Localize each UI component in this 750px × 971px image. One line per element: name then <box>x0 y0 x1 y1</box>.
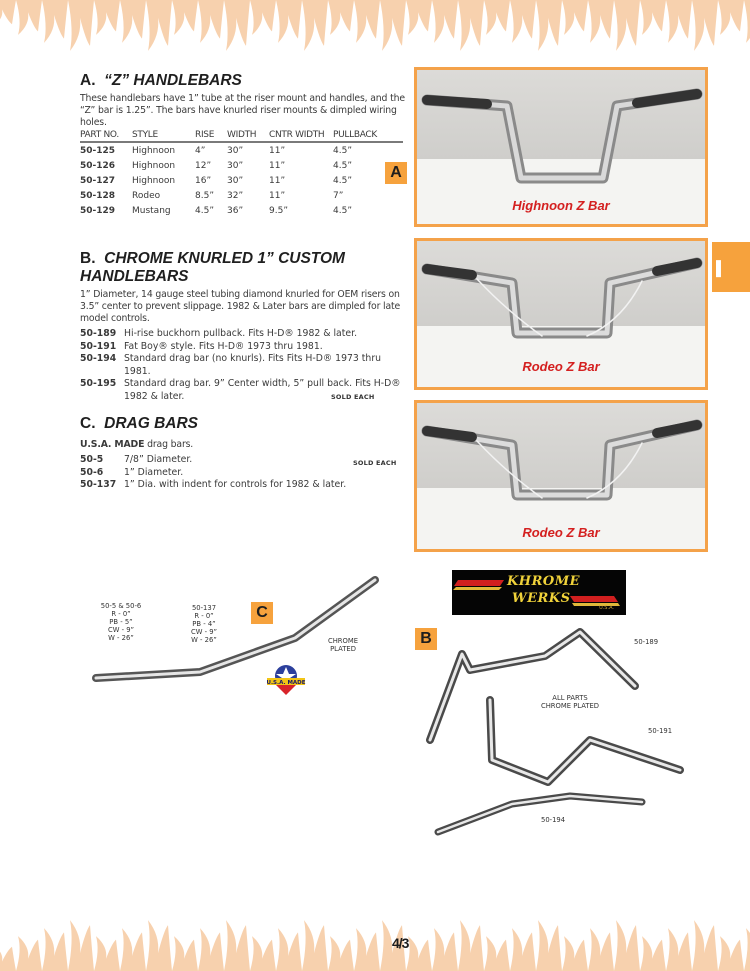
flame-shape <box>302 0 328 51</box>
flame-shape <box>744 0 750 43</box>
list-item <box>80 467 410 480</box>
flame-shape <box>328 936 354 971</box>
flame-shape <box>588 0 614 43</box>
flame-shape <box>484 936 510 971</box>
spec-line: W - 26” <box>108 634 134 642</box>
cell-rise: 4” <box>195 146 206 156</box>
flame-shape <box>484 0 510 35</box>
col-cntr-width: CNTR WIDTH <box>269 130 333 142</box>
flame-shape <box>692 0 718 51</box>
list-item <box>80 341 410 354</box>
spec-line: R - 0” <box>194 612 214 620</box>
section-b-letter: B. <box>80 250 96 267</box>
flame-shape <box>276 0 302 43</box>
section-c-intro <box>80 439 410 451</box>
spec-line: R - 0” <box>111 610 131 618</box>
part-number: 50-6 <box>80 466 104 478</box>
cell-cntr-width: 11” <box>269 146 286 156</box>
spec-50-137 <box>182 604 226 644</box>
label-line: CHROME PLATED <box>540 702 600 710</box>
spec-title: 50-137 <box>191 604 217 612</box>
photo-caption: Highnoon Z Bar <box>512 198 610 213</box>
cell-style: Mustang <box>132 206 171 216</box>
cell-style: Rodeo <box>132 191 161 201</box>
flame-shape <box>510 928 536 971</box>
flame-shape <box>198 928 224 971</box>
flame-shape <box>172 936 198 971</box>
section-c-letter: C. <box>80 415 96 432</box>
flame-shape <box>328 0 354 35</box>
z-handlebar-spec-table <box>80 130 403 218</box>
flame-shape <box>302 920 328 971</box>
flame-shape <box>354 928 380 971</box>
cell-width: 30” <box>227 146 244 156</box>
col-style: STYLE <box>132 130 195 142</box>
photo-highnoon-z-bar <box>414 67 708 227</box>
part-description: Hi-rise buckhorn pullback. Fits H-D® 1982 & later. <box>124 328 358 339</box>
cell-width: 32” <box>227 191 244 201</box>
flame-shape <box>458 920 484 971</box>
flame-shape <box>250 936 276 971</box>
part-number: 50-194 <box>80 353 117 364</box>
cell-part-no: 50-126 <box>80 161 116 171</box>
part-number: 50-191 <box>80 340 117 352</box>
list-item <box>80 479 410 492</box>
spec-line: CW - 9” <box>190 628 218 636</box>
flame-shape <box>0 944 16 971</box>
section-c-title <box>80 415 410 433</box>
part-description: Fat Boy® style. Fits H-D® 1973 thru 1981. <box>124 340 323 352</box>
flame-shape <box>42 928 68 971</box>
section-b-title <box>80 250 410 286</box>
spec-line: CW - 9” <box>107 626 135 634</box>
flame-shape <box>666 928 692 971</box>
col-rise: RISE <box>195 130 227 142</box>
col-part-no: PART NO. <box>80 130 132 142</box>
section-a <box>80 72 410 218</box>
cell-pullback: 4.5” <box>333 146 352 156</box>
cell-pullback: 4.5” <box>333 176 352 186</box>
cell-part-no: 50-125 <box>80 146 116 156</box>
flame-shape <box>276 928 302 971</box>
flame-shape <box>718 936 744 971</box>
cell-width: 30” <box>227 161 244 171</box>
cell-rise: 16” <box>195 176 212 186</box>
bar-50-194 <box>438 796 642 832</box>
list-item <box>80 353 410 378</box>
cell-part-no: 50-128 <box>80 191 116 201</box>
chapter-tab <box>712 242 750 292</box>
sold-each-c: SOLD EACH <box>353 459 397 467</box>
col-pullback: PULLBACK <box>333 130 403 142</box>
chrome-plated-label <box>318 637 368 653</box>
logo-line1: KHROME <box>507 574 581 589</box>
logo-usa: U.S.A. <box>599 605 614 611</box>
cell-rise: 4.5” <box>195 206 214 216</box>
flame-shape <box>744 928 750 971</box>
photo-rodeo-z-bar-2 <box>414 400 708 552</box>
table-header-row <box>80 130 403 142</box>
cell-style: Highnoon <box>132 176 176 186</box>
cell-style: Highnoon <box>132 146 176 156</box>
table-row <box>80 203 403 218</box>
table-row <box>80 173 403 188</box>
flame-shape <box>640 0 666 35</box>
flame-shape <box>146 920 172 971</box>
label-50-191: 50-191 <box>648 727 673 735</box>
cell-pullback: 4.5” <box>333 206 352 216</box>
cell-part-no: 50-129 <box>80 206 116 216</box>
flame-shape <box>536 920 562 971</box>
section-b-heading: CHROME KNURLED 1” CUSTOM HANDLEBARS <box>80 250 345 285</box>
section-a-letter: A. <box>80 72 96 89</box>
part-number: 50-137 <box>80 479 117 490</box>
spec-line: W - 26” <box>191 636 217 644</box>
flame-shape <box>94 936 120 971</box>
flame-shape <box>432 928 458 971</box>
flame-shape <box>120 0 146 43</box>
section-b-list <box>80 328 410 403</box>
usa-made-logo <box>265 664 307 696</box>
flame-shape <box>224 0 250 51</box>
label-line: CHROME <box>327 637 359 645</box>
part-description: Standard drag bar (no knurls). Fits Fits H-D® 1973 thru 1981. <box>124 353 382 377</box>
flame-shape <box>614 920 640 971</box>
table-row <box>80 158 403 173</box>
cell-width: 30” <box>227 176 244 186</box>
section-b <box>80 250 410 403</box>
all-parts-chrome-label <box>536 694 604 710</box>
logo-line2: WERKS <box>512 591 571 606</box>
flame-shape <box>16 0 42 35</box>
badge-b: B <box>415 628 437 650</box>
flame-shape <box>354 0 380 43</box>
cell-width: 36” <box>227 206 244 216</box>
flame-shape <box>718 0 744 35</box>
cell-cntr-width: 11” <box>269 176 286 186</box>
flame-shape <box>172 0 198 35</box>
spec-title: 50-5 & 50-6 <box>100 602 142 610</box>
label-50-189: 50-189 <box>634 638 659 646</box>
part-number: 50-189 <box>80 328 117 339</box>
section-a-intro: These handlebars have 1” tube at the riser mount and handles, and the “Z” bar is 1.25”. The bars have knurled riser mounts & dimpled wiring holes. <box>80 93 405 128</box>
part-description: Standard drag bar. 9” Center width, 5” pull back. Fits H-D® 1982 & later. <box>124 378 401 402</box>
flame-shape <box>458 0 484 51</box>
cell-pullback: 7” <box>333 191 344 201</box>
table-row <box>80 188 403 203</box>
cell-part-no: 50-127 <box>80 176 116 186</box>
flame-shape <box>198 0 224 43</box>
flame-shape <box>588 928 614 971</box>
badge-c: C <box>251 602 273 624</box>
flame-border-bottom <box>0 919 750 971</box>
photo-caption: Rodeo Z Bar <box>522 359 600 374</box>
part-number: 50-5 <box>80 454 104 465</box>
photo-rodeo-z-bar-1 <box>414 238 708 390</box>
flame-shape <box>614 0 640 51</box>
cell-rise: 12” <box>195 161 212 171</box>
flame-shape <box>224 920 250 971</box>
flame-shape <box>94 0 120 35</box>
cell-cntr-width: 11” <box>269 191 286 201</box>
flame-shape <box>406 0 432 35</box>
usa-made-text: U.S.A. MADE <box>80 439 145 450</box>
flame-shape <box>68 920 94 971</box>
cell-rise: 8.5” <box>195 191 214 201</box>
flame-border-top <box>0 0 750 58</box>
spec-line: PB - 5” <box>109 618 133 626</box>
chapter-tab-mark: ▌ <box>716 260 726 276</box>
part-description: 7/8” Diameter. <box>124 454 193 465</box>
col-width: WIDTH <box>227 130 269 142</box>
flame-shape <box>510 0 536 43</box>
bar-50-189 <box>430 632 635 740</box>
label-line: PLATED <box>330 645 356 653</box>
flame-shape <box>692 920 718 971</box>
section-c-heading: DRAG BARS <box>104 415 198 432</box>
flame-shape <box>42 0 68 43</box>
section-a-title <box>80 72 410 90</box>
cell-pullback: 4.5” <box>333 161 352 171</box>
flame-shape <box>146 0 172 51</box>
usa-made-logo-text: U.S.A. MADE <box>266 680 306 686</box>
section-c <box>80 415 410 492</box>
cell-style: Highnoon <box>132 161 176 171</box>
flame-shape <box>16 936 42 971</box>
label-50-194: 50-194 <box>541 816 566 824</box>
flame-shape <box>380 0 406 51</box>
spec-50-5-50-6 <box>93 602 149 642</box>
flame-shape <box>432 0 458 43</box>
flame-shape <box>536 0 562 51</box>
label-line: ALL PARTS <box>552 694 588 702</box>
khrome-werks-logo <box>452 570 626 615</box>
part-number: 50-195 <box>80 378 117 389</box>
flame-shape <box>562 0 588 35</box>
section-b-intro: 1” Diameter, 14 gauge steel tubing diamond knurled for OEM risers on 3.5” center to prevent slippage. 1982 & Later bars are dimpled for late model controls. <box>80 289 401 324</box>
photo-caption: Rodeo Z Bar <box>522 525 600 540</box>
list-item <box>80 328 410 341</box>
page-number: 4/3 <box>392 935 409 951</box>
flame-shape <box>666 0 692 43</box>
flame-shape <box>250 0 276 35</box>
cell-cntr-width: 11” <box>269 161 286 171</box>
flame-shape <box>0 0 16 27</box>
part-description: 1” Diameter. <box>124 466 184 478</box>
table-row <box>80 142 403 158</box>
part-description: 1” Dia. with indent for controls for 1982 & later. <box>124 479 347 490</box>
intro-rest: drag bars. <box>144 439 194 450</box>
flame-shape <box>562 936 588 971</box>
sold-each-b: SOLD EACH <box>331 393 375 401</box>
section-a-heading: “Z” HANDLEBARS <box>104 72 242 89</box>
flame-shape <box>68 0 94 51</box>
spec-line: PB - 4” <box>192 620 216 628</box>
flame-shape <box>406 936 432 971</box>
badge-a: A <box>385 162 407 184</box>
cell-cntr-width: 9.5” <box>269 206 288 216</box>
flame-shape <box>640 936 666 971</box>
flame-shape <box>120 928 146 971</box>
